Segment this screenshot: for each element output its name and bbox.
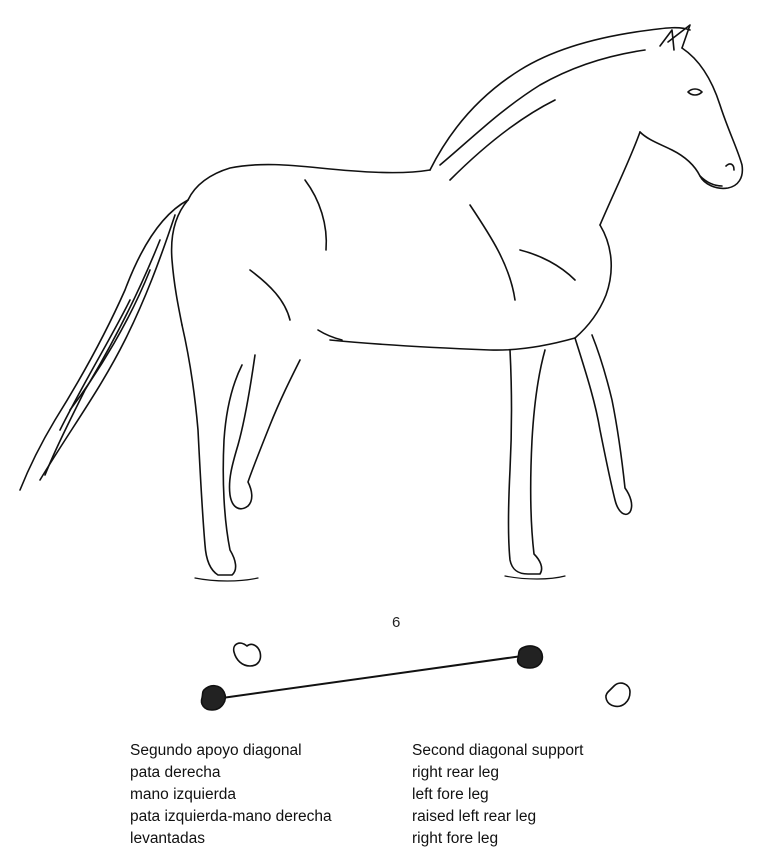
hoofprint-support-right-rear-icon bbox=[201, 686, 225, 710]
diagonal-support-line bbox=[222, 656, 522, 698]
caption-line: pata izquierda-mano derecha bbox=[130, 808, 332, 825]
horse-back bbox=[188, 165, 430, 200]
figure-number: 6 bbox=[392, 614, 401, 631]
caption-line: levantadas bbox=[130, 830, 205, 847]
caption-english bbox=[412, 740, 584, 850]
caption-line: raised left rear leg bbox=[412, 808, 537, 825]
caption-line: right rear leg bbox=[412, 764, 500, 781]
horse-fore-leg bbox=[509, 350, 546, 574]
footprint-diagram bbox=[0, 630, 768, 730]
horse-mane bbox=[430, 28, 690, 170]
caption-line: Segundo apoyo diagonal bbox=[130, 742, 302, 759]
caption-line: pata derecha bbox=[130, 764, 221, 781]
horse-chest bbox=[575, 225, 611, 338]
horse-tail bbox=[20, 200, 188, 490]
horse-hind-leg bbox=[182, 325, 242, 575]
horse-belly bbox=[330, 338, 575, 350]
horse-fore-leg-raised bbox=[575, 335, 632, 514]
hoofprint-support-right-fore-icon bbox=[518, 646, 543, 668]
caption-spanish bbox=[130, 740, 332, 850]
horse-head bbox=[640, 48, 742, 188]
caption-line: Second diagonal support bbox=[412, 742, 584, 759]
caption-line: left fore leg bbox=[412, 786, 489, 803]
horse-hind-leg-raised bbox=[229, 355, 300, 509]
hoofprint-raised-left-rear-icon bbox=[606, 683, 630, 706]
horse-eye bbox=[688, 89, 702, 95]
caption-line: right fore leg bbox=[412, 830, 499, 847]
hoofprint-raised-left-fore-icon bbox=[234, 643, 261, 666]
caption-line: mano izquierda bbox=[130, 786, 236, 803]
